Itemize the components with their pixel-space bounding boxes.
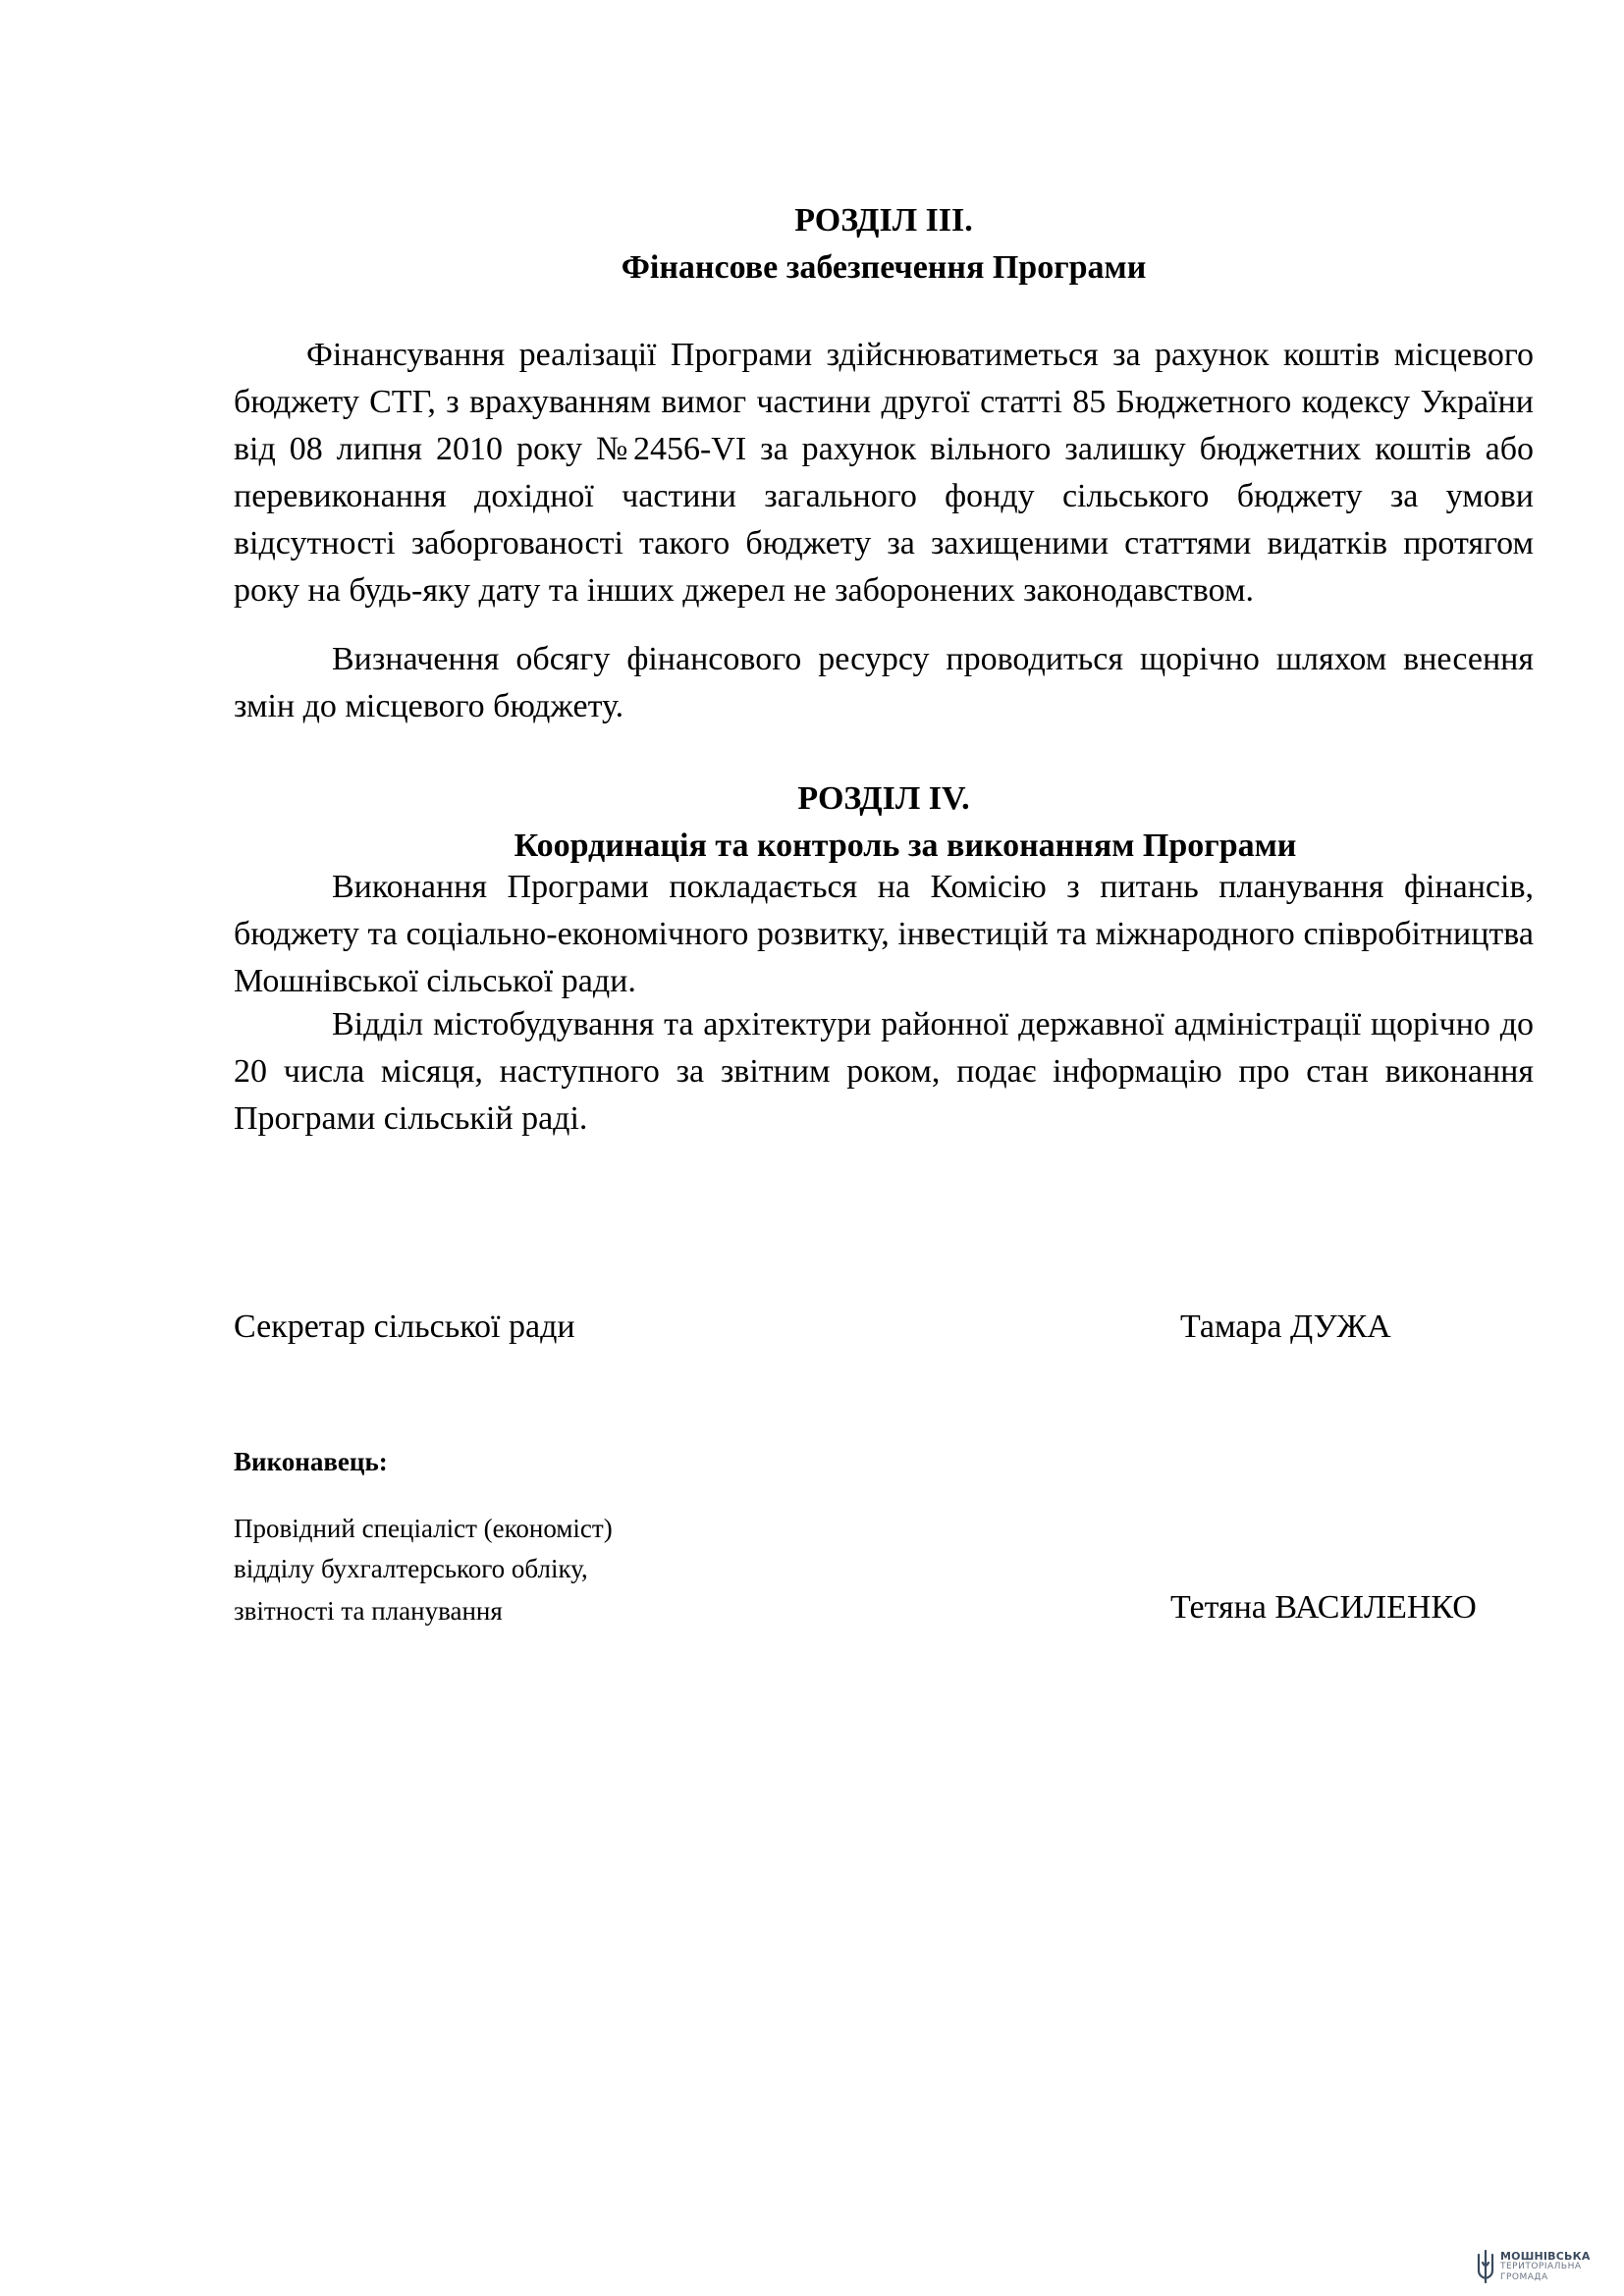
section3-subtitle: Фінансове забезпечення Програми bbox=[621, 249, 1147, 286]
section4-paragraph-1: Виконання Програми покладається на Комісію з питань планування фінансів, бюджету та соціально-економічного розвитку, інвестицій та міжнародного співробітництва Мошнівської сільської ради. bbox=[234, 869, 1534, 999]
section3-title: РОЗДІЛ ІІІ. bbox=[794, 202, 973, 239]
trident-icon bbox=[1475, 2249, 1496, 2284]
executor-line-2: відділу бухгалтерського обліку, bbox=[234, 1554, 588, 1583]
section4-title: РОЗДІЛ ІV. bbox=[797, 780, 970, 817]
section4-subtitle: Координація та контроль за виконанням Програми bbox=[514, 828, 1297, 864]
community-logo bbox=[1475, 2242, 1622, 2291]
executor-line-3: звітності та планування bbox=[234, 1596, 503, 1626]
executor-label: Виконавець: bbox=[234, 1447, 388, 1476]
section3-paragraph-1: Фінансування реалізації Програми здійснюватиметься за рахунок коштів місцевого бюджету СТГ, з врахуванням вимог частини другої статті 85 Бюджетного кодексу України від 08 липня 2010 року №2456-VI за рахунок вільного залишку бюджетних коштів або перевиконання дохідної частини загального фонду сільського бюджету за умови відсутності заборгованості такого бюджету за захищеними статтями видатків протягом року на будь-яку дату та інших джерел не заборонених законодавством. bbox=[234, 337, 1534, 609]
section4-paragraph-2: Відділ містобудування та архітектури районної державної адміністрації щорічно до 20 числа місяця, наступного за звітним роком, подає інформацію про стан виконання Програми сільській раді. bbox=[234, 1006, 1534, 1137]
signature-position: Секретар сільської ради bbox=[234, 1308, 575, 1345]
logo-line-2: ТЕРИТОРІАЛЬНА bbox=[1500, 2261, 1582, 2271]
signature-name: Тамара ДУЖА bbox=[1180, 1308, 1391, 1345]
logo-text bbox=[1500, 2251, 1591, 2283]
section3-paragraph-2: Визначення обсягу фінансового ресурсу проводиться щорічно шляхом внесення змін до місцевого бюджету. bbox=[234, 641, 1534, 724]
logo-line-1: МОШНІВСЬКА bbox=[1500, 2249, 1591, 2263]
executor-name: Тетяна ВАСИЛЕНКО bbox=[1170, 1589, 1477, 1626]
executor-line-1: Провідний спеціаліст (економіст) bbox=[234, 1514, 613, 1543]
logo-line-3: ГРОМАДА bbox=[1500, 2271, 1548, 2282]
